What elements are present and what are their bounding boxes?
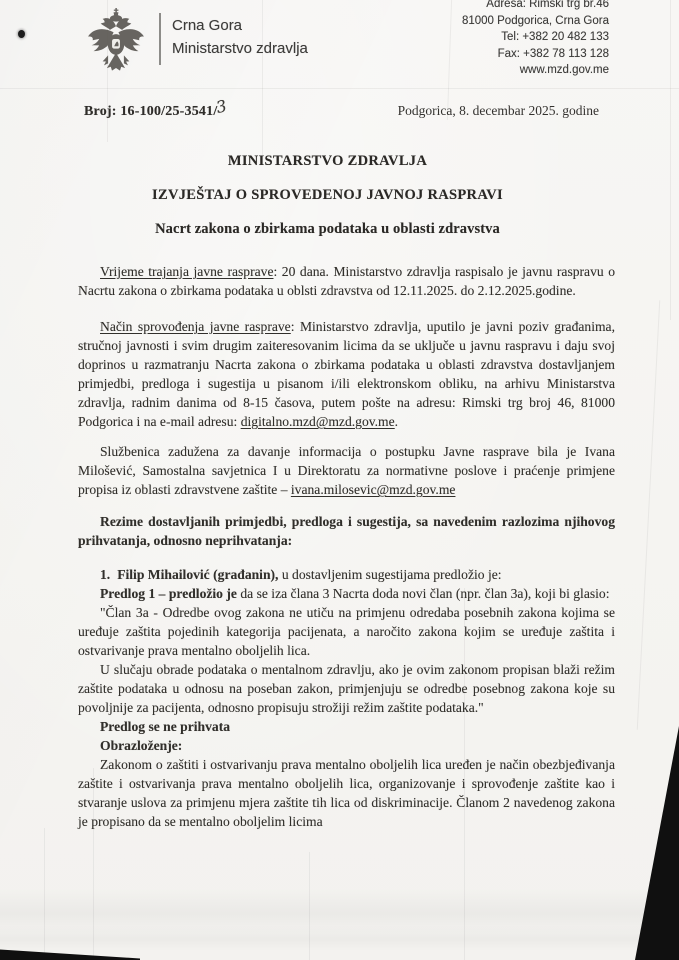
paper-crease (0, 88, 679, 89)
paragraph-decision: Predlog se ne prihvata (100, 719, 231, 734)
document-org-title: MINISTARSTVO ZDRAVLJA (227, 153, 428, 169)
paper-crease (637, 300, 661, 729)
website-line: www.mzd.gov.me (519, 64, 609, 76)
paragraph-summary-heading: Rezime dostavljanih primjedbi, predloga i sugestija, sa navedenim razlozima njihovog prihvatanja, odnosno neprihvatanja: (78, 514, 615, 548)
org-country: Crna Gora (172, 17, 243, 34)
paragraph-duration (78, 262, 615, 300)
paragraph-contact-officer (78, 442, 615, 499)
list-item-1-number: 1. (100, 567, 111, 582)
org-block (172, 14, 308, 60)
paragraph-quote-1: "Član 3a - Odredbe ovog zakona ne utiču na primjenu odredaba posebnih zakona kojima se uređuje zaštita pojedinih kategorija pacijenata, a naročito zakona kojim se uređuje zaštita i ostvarivanje prava mentalno oboljelih lica. (78, 605, 615, 658)
document-number (84, 96, 230, 120)
list-item-1-rest: u dostavljenim sugestijama predložio je: (278, 567, 502, 582)
paragraph-method-rest: : Ministarstvo zdravlja, uputilo je javni poziv građanima, stručnoj javnosti i svim drugim zaiteresovanim licima da se uključe u javnu raspravu i daju svoj doprinos u razmatranju Nacrta zakona o zbirkama podataka u oblasti zdravstva dostavljanjem primjedbi, predloga i sugestija u pisanom i/ili elektronskom obliku, na arhivu Ministarstva zdravlja, radnim danima od 8-15 časova, putem pošte na adresu: Rimski trg broj 46, 81000 Podgorica i na e-mail adresu: (78, 319, 615, 429)
document-body (78, 262, 615, 831)
address-line: Adresa: Rimski trg br.46 (486, 0, 609, 10)
paragraph-proposal-1 (78, 584, 615, 603)
reference-row (84, 96, 619, 124)
scan-shadow (0, 925, 679, 951)
email-link-ivana[interactable]: ivana.milosevic@mzd.gov.me (290, 482, 456, 497)
address-line: Fax: +382 78 113 128 (497, 47, 609, 60)
place-and-date: Podgorica, 8. decembar 2025. godine (397, 103, 599, 118)
paragraph-method-tail: . (394, 414, 399, 429)
document-title: IZVJEŠTAJ O SPROVEDENOJ JAVNOJ RASPRAVI (152, 187, 503, 203)
paragraph-method (78, 317, 615, 431)
document-subtitle: Nacrt zakona o zbirkama podataka u oblasti zdravstva (155, 221, 500, 237)
paragraph-quote-2: U slučaju obrade podataka o mentalnom zdravlju, ako je ovim zakonom propisan blaži režim zaštite podataka u odnosu na poseban zakon, primjenjuju se odredbe posebnog zakona koje su povoljnije za pacijenta, odnosno propisuju strožiji režim zaštite podataka." (78, 662, 615, 715)
header-divider (159, 13, 161, 65)
paragraph-duration-lead: Vrijeme trajanja javne rasprave (100, 264, 274, 279)
coat-of-arms-icon (84, 8, 148, 76)
list-item-1 (78, 565, 615, 584)
paragraph-rationale-text: Zakonom o zaštiti i ostvarivanju prava mentalno oboljelih lica uređen je način obezbjeđivanja zaštite i ostvarivanja prava mentalno oboljelih lica, organizovanje i sprovođenje zaštite kao i stvaranje uslova za primjenu mjera zaštite tih lica od diskriminacije. Članom 2 navedenog zakona je propisano da se mentalno oboljelim licima (78, 757, 615, 829)
paragraph-rationale-label: Obrazloženje: (100, 738, 183, 753)
address-line: 81000 Podgorica, Crna Gora (461, 14, 609, 27)
address-block (462, 0, 609, 79)
paragraph-contact-text: Službenica zadužena za davanje informacija o postupku Javne rasprave bila je Ivana Milošević, Samostalna savjetnica I u Direktoratu za normativne poslove i praćenje primjene propisa iz oblasti zdravstvene zaštite – (78, 444, 615, 497)
paragraph-method-lead: Način sprovođenja javne rasprave (100, 319, 291, 334)
paragraph-duration-rest: : 20 dana. Ministarstvo zdravlja raspisalo je javnu raspravu o Nacrtu zakona o zbirkama podataka u oblsti zdravstva od 12.11.2025. do 2.12.2025.godine. (78, 264, 615, 298)
document-number-handwritten: 3 (214, 96, 230, 118)
title-block (0, 153, 655, 255)
ink-spot-artifact (18, 30, 25, 38)
list-item-1-name: Filip Mihailović (građanin), (117, 567, 279, 582)
paper-crease (670, 0, 671, 320)
document-number-printed: Broj: 16-100/25-3541/ (84, 104, 218, 119)
email-link-digitalno[interactable]: digitalno.mzd@mzd.gov.me (240, 414, 395, 429)
org-ministry: Ministarstvo zdravlja (172, 40, 308, 57)
paragraph-proposal-1-rest: da se iza člana 3 Nacrta doda novi član (npr. član 3a), koji bi glasio: (236, 586, 610, 601)
paragraph-proposal-1-lead: Predlog 1 – predložio je (100, 586, 237, 601)
address-line: Tel: +382 20 482 133 (501, 31, 609, 43)
